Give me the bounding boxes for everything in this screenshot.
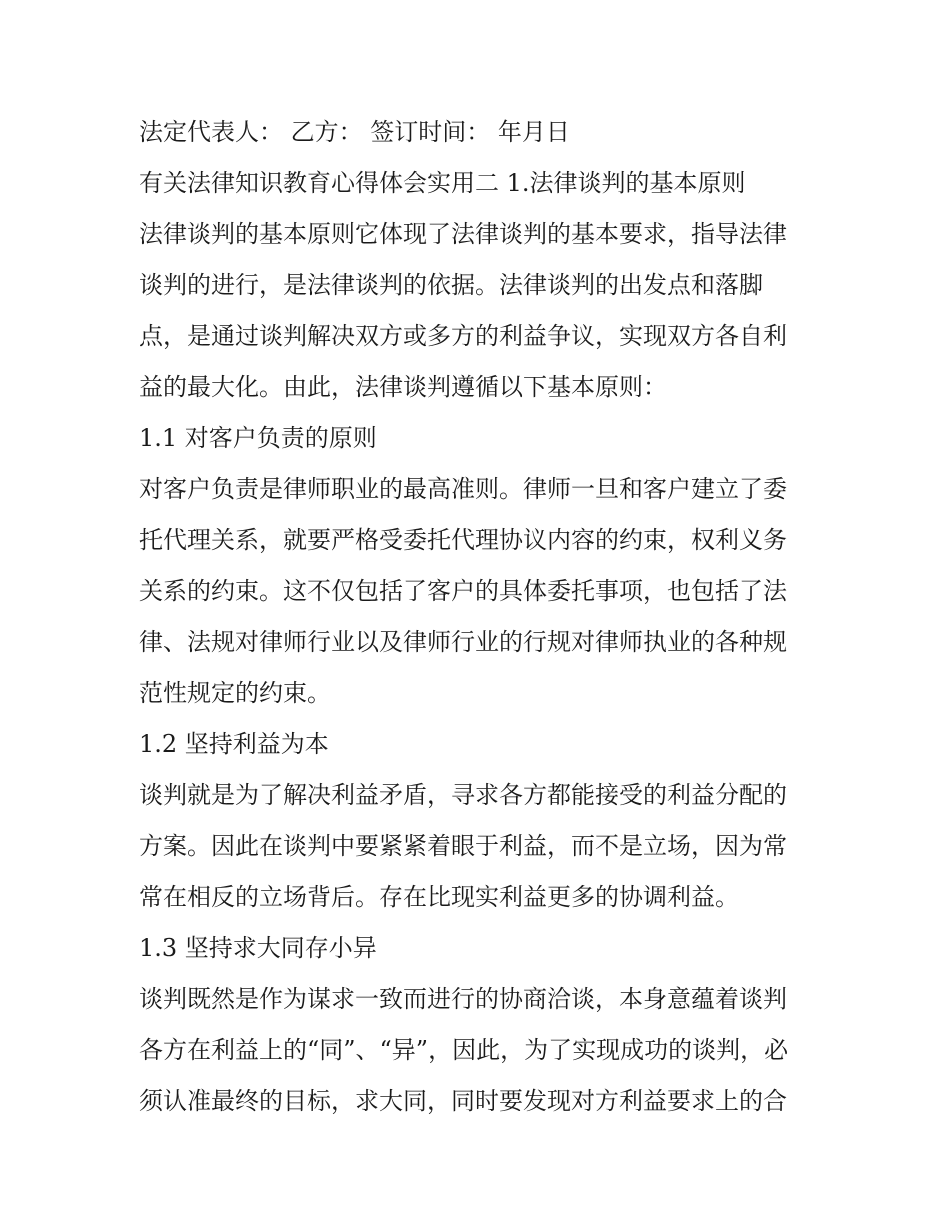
paragraph-line: 方案。因此在谈判中要紧紧着眼于利益，而不是立场，因为常 [139, 832, 787, 860]
subsection-heading: 1.2 坚持利益为本 [139, 730, 329, 758]
paragraph-line: 益的最大化。由此，法律谈判遵循以下基本原则： [139, 373, 667, 401]
paragraph-line: 对客户负责是律师职业的最高准则。律师一旦和客户建立了委 [139, 475, 787, 503]
subsection-heading: 1.1 对客户负责的原则 [139, 424, 377, 452]
paragraph-line: 点，是通过谈判解决双方或多方的利益争议，实现双方各自利 [139, 322, 787, 350]
paragraph-line: 谈判既然是作为谋求一致而进行的协商洽谈，本身意蕴着谈判 [139, 985, 787, 1013]
paragraph-line: 托代理关系，就要严格受委托代理协议内容的约束，权利义务 [139, 526, 787, 554]
paragraph-line: 须认准最终的目标，求大同，同时要发现对方利益要求上的合 [139, 1087, 787, 1115]
paragraph-line: 谈判就是为了解决利益矛盾，寻求各方都能接受的利益分配的 [139, 781, 787, 809]
paragraph-line: 律、法规对律师行业以及律师行业的行规对律师执业的各种规 [139, 628, 787, 656]
section-heading: 有关法律知识教育心得体会实用二 1.法律谈判的基本原则 [139, 169, 746, 197]
subsection-heading: 1.3 坚持求大同存小异 [139, 934, 377, 962]
paragraph-line: 关系的约束。这不仅包括了客户的具体委托事项，也包括了法 [139, 577, 787, 605]
paragraph-line: 谈判的进行，是法律谈判的依据。法律谈判的出发点和落脚 [139, 271, 763, 299]
paragraph-line: 法律谈判的基本原则它体现了法律谈判的基本要求，指导法律 [139, 220, 787, 248]
document-body [139, 107, 819, 1127]
paragraph-line: 常在相反的立场背后。存在比现实利益更多的协调利益。 [139, 883, 739, 911]
paragraph-line: 各方在利益上的“同”、“异”，因此，为了实现成功的谈判，必 [139, 1036, 789, 1064]
signature-line: 法定代表人： 乙方： 签订时间： 年月日 [139, 118, 570, 146]
paragraph-line: 范性规定的约束。 [139, 679, 331, 707]
